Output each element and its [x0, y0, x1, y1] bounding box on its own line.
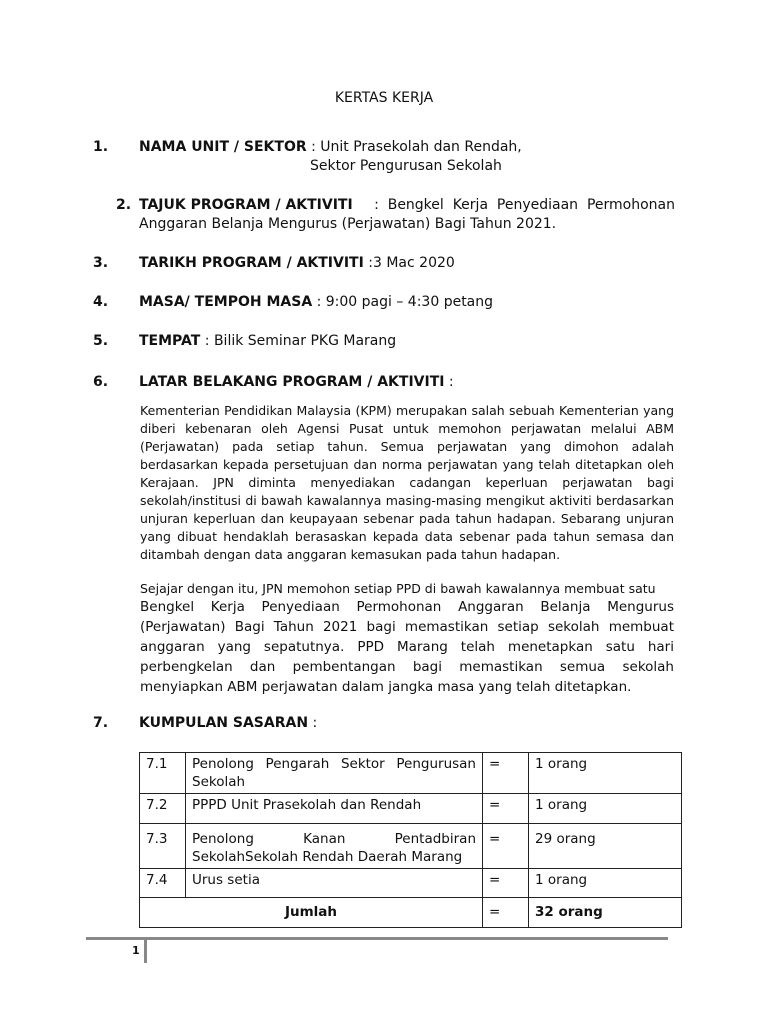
paragraph-2-line: Bengkel Kerja Penyediaan Permohonan Anggaran Belanja Mengurus — [140, 599, 674, 615]
item-1-number: 1. — [93, 139, 109, 155]
page-number: 1 — [132, 944, 140, 957]
item-5-number: 5. — [93, 333, 109, 349]
row-description — [186, 794, 483, 824]
item-6-label: LATAR BELAKANG PROGRAM / AKTIVITI — [139, 374, 445, 390]
item-5-value: : Bilik Seminar PKG Marang — [200, 333, 397, 349]
paragraph-1-line: ditambah dengan data anggaran kemasukan pada tahun hadapan. — [140, 547, 561, 562]
paragraph-1-line: yang dibuat hendaklah berasaskan kepada data sebenar pada tahun semasa dan — [140, 529, 674, 544]
item-6-number: 6. — [93, 374, 109, 390]
row-description — [186, 824, 483, 869]
row-description — [186, 753, 483, 794]
table-row — [140, 869, 682, 898]
target-group-table — [139, 752, 682, 928]
item-2-number: 2. — [116, 197, 132, 213]
row-description-line: Sekolah — [192, 774, 246, 790]
item-6-value: : — [444, 374, 454, 390]
background-paragraph-2 — [140, 597, 674, 697]
item-1-value-line2: Sektor Pengurusan Sekolah — [310, 158, 502, 174]
paragraph-1-line: sekolah/institusi di bawah kawalannya masing-masing mengikut aktiviti berdasarkan — [140, 493, 674, 508]
item-1-label: NAMA UNIT / SEKTOR — [139, 139, 307, 155]
paragraph-2-line: perbengkelan dan pembentangan bagi memastikan semua sekolah — [140, 659, 674, 675]
item-2-value: : Bengkel Kerja Penyediaan Permohonan — [369, 197, 675, 213]
item-7-label: KUMPULAN SASARAN — [139, 715, 309, 731]
background-paragraph-1 — [140, 402, 674, 564]
item-4-number: 4. — [93, 294, 109, 310]
item-7-number: 7. — [93, 715, 109, 731]
item-2-value-line2: Anggaran Belanja Mengurus (Perjawatan) Bagi Tahun 2021. — [139, 216, 557, 232]
total-label: Jumlah — [140, 898, 483, 928]
item-3-value: :3 Mac 2020 — [363, 255, 455, 271]
row-equals: = — [483, 869, 529, 898]
paragraph-2-line: Sejajar dengan itu, JPN memohon setiap PPD di bawah kawalannya membuat satu — [140, 581, 656, 596]
row-equals: = — [483, 794, 529, 824]
item-1-value: : Unit Prasekolah dan Rendah, — [306, 139, 522, 155]
item-4-line — [139, 294, 493, 310]
row-description-line: Penolong Kanan Pentadbiran — [192, 831, 476, 847]
row-description-line: SekolahSekolah Rendah Daerah Marang — [192, 849, 463, 865]
row-equals: = — [483, 824, 529, 869]
row-description-line: PPPD Unit Prasekolah dan Rendah — [192, 797, 422, 813]
paragraph-1-line: Kerajaan. JPN diminta menyediakan cadangan keperluan perjawatan bagi — [140, 475, 674, 490]
total-equals: = — [483, 898, 529, 928]
item-7-line — [139, 715, 317, 731]
row-description-line: Penolong Pengarah Sektor Pengurusan — [192, 756, 476, 772]
item-3-label: TARIKH PROGRAM / AKTIVITI — [139, 255, 364, 271]
footer-rule — [86, 937, 668, 940]
item-4-value: : 9:00 pagi – 4:30 petang — [312, 294, 494, 310]
item-2-line — [139, 197, 675, 213]
row-number: 7.4 — [140, 869, 186, 898]
item-2-label: TAJUK PROGRAM / AKTIVITI — [139, 197, 353, 213]
row-number: 7.2 — [140, 794, 186, 824]
paragraph-2-line: (Perjawatan) Bagi Tahun 2021 bagi memastikan setiap sekolah membuat — [140, 619, 674, 635]
paragraph-1-line: berdasarkan kepada persetujuan dan norma perjawatan yang telah ditetapkan oleh — [140, 457, 674, 472]
item-6-line — [139, 374, 454, 390]
document-title: KERTAS KERJA — [334, 90, 434, 106]
row-equals: = — [483, 753, 529, 794]
row-count: 1 orang — [529, 753, 682, 794]
paragraph-1-line: diberi kebenaran oleh Agensi Pusat untuk memohon perjawatan melalui ABM — [140, 421, 674, 436]
item-3-line — [139, 255, 455, 271]
paragraph-2-line: anggaran yang sepatutnya. PPD Marang telah menetapkan satu hari — [140, 639, 674, 655]
background-paragraph-2-first — [140, 580, 674, 598]
item-1-line — [139, 139, 522, 155]
row-count: 29 orang — [529, 824, 682, 869]
row-number: 7.3 — [140, 824, 186, 869]
paragraph-1-line: unjuran keperluan dan keupayaan sebenar pada tahun hadapan. Sebarang unjuran — [140, 511, 674, 526]
paragraph-2-line: menyiapkan ABM perjawatan dalam jangka masa yang telah ditetapkan. — [140, 679, 632, 695]
table-row — [140, 824, 682, 869]
item-7-value: : — [308, 715, 318, 731]
total-count: 32 orang — [529, 898, 682, 928]
item-4-label: MASA/ TEMPOH MASA — [139, 294, 313, 310]
item-5-label: TEMPAT — [139, 333, 201, 349]
row-number: 7.1 — [140, 753, 186, 794]
row-description — [186, 869, 483, 898]
footer-divider — [144, 937, 147, 963]
item-3-number: 3. — [93, 255, 109, 271]
table-row — [140, 753, 682, 794]
row-count: 1 orang — [529, 794, 682, 824]
paragraph-1-line: (Perjawatan) pada setiap tahun. Semua perjawatan yang dimohon adalah — [140, 439, 674, 454]
table-total-row — [140, 898, 682, 928]
paragraph-1-line: Kementerian Pendidikan Malaysia (KPM) merupakan salah sebuah Kementerian yang — [140, 403, 674, 418]
table-row — [140, 794, 682, 824]
item-5-line — [139, 333, 396, 349]
row-description-line: Urus setia — [192, 872, 260, 888]
row-count: 1 orang — [529, 869, 682, 898]
